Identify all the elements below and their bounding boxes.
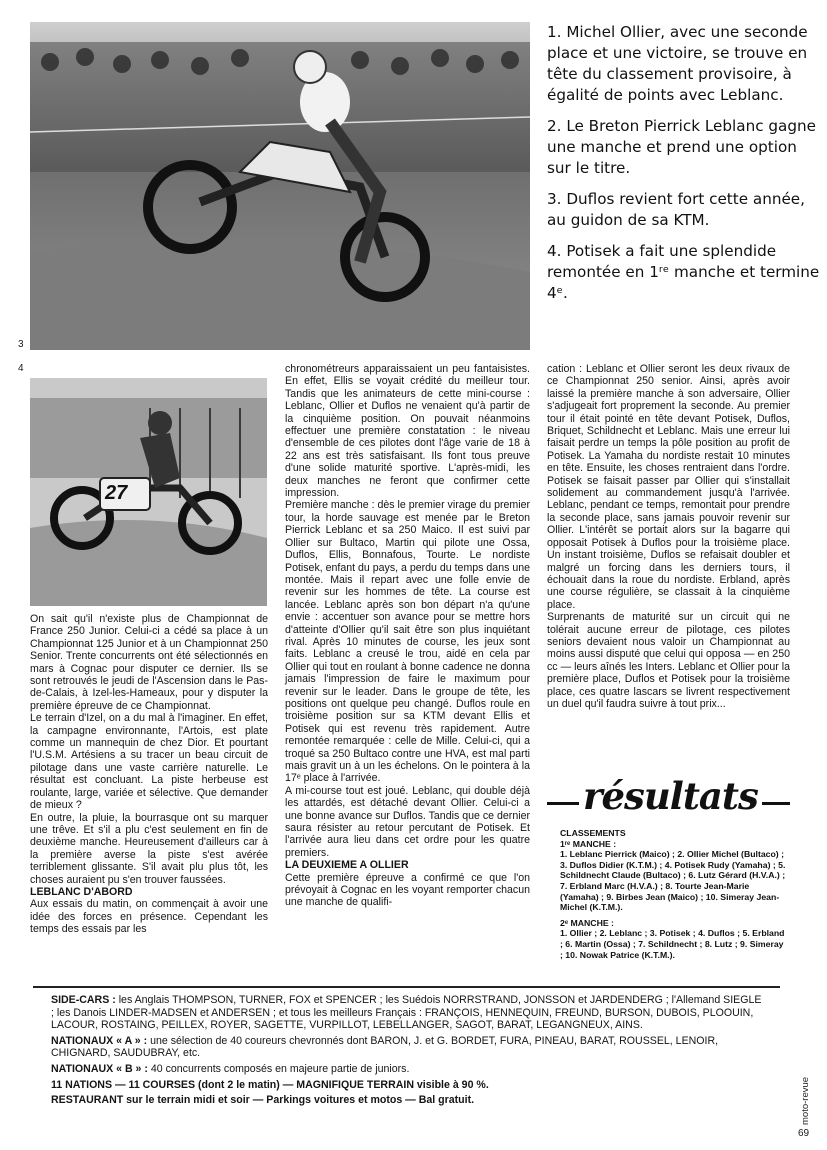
nationaux-a-text: une sélection de 40 coureurs chevronnés dont BARON, J. et G. BORDET, FURA, PINEAU, BARAT, ROUSSEL, LENOIR, CHIGNARD, SAUDUBRAY, etc. (51, 1034, 719, 1060)
results-manche1-label: 1ʳᵉ MANCHE : (560, 838, 617, 849)
photo-rider-27 (30, 378, 267, 606)
event-announcement (33, 986, 780, 1122)
nationaux-b-label: NATIONAUX « B » : (51, 1062, 148, 1075)
page-number: 69 (798, 1128, 810, 1139)
sidecars-label: SIDE-CARS : (51, 994, 116, 1006)
figure-number-top: 3 (18, 339, 24, 350)
col2-paragraph-2: Première manche : dès le premier virage du premier tour, la horde sauvage est menée par le Breton Pierrick Leblanc et sa 250 Maico. Il est suivi par Ollier sur Bultaco, Martin qui pilote une Ossa, Duflos, Ellis, Bonnafous, Tourte. Le nordiste Potisek, enfant du pays, a perdu du temps dans une montée. Mais il repart avec une folle envie de revenir sur les hommes de tête. La course est lancée. Leblanc après son bon départ n'a qu'une envie : accentuer son avance pour se mettre hors d'atteinte d'Ollier qu'il sait être son plus inquiétant rival. Après 10 minutes de course, les jeux sont faits. Leblanc a creusé le trou, aidé en cela par Ollier qui tout en roulant à bonne cadence ne donna jamais l'impression de faire le maximum pour revenir sur le leader. Dans le groupe de tête, les positions ont quelque peu changé. Duflos roule en troisième position sur sa KTM devant Ellis et Potisek qui est revenu très rapidement. Autre remontée remarquée : celle de Mille. Celui-ci, qui a troqué sa 250 Bultaco contre une HVA, est mal parti mais gravit un à un les échelons. On le pointera à la 17ᵉ place à l'arrivée. (285, 499, 530, 785)
results-section: CLASSEMENTS (560, 828, 626, 838)
photo-captions (547, 22, 822, 314)
race-number: 27 (105, 482, 128, 504)
results-title: résultats (579, 774, 762, 818)
col3-paragraph-2: Surprenants de maturité sur un circuit qui ne tolérait aucune erreur de pilotage, ces pilotes seniors devaient nous valoir un Championnat au moins aussi disputé que celui qui opposa — en 250 cc — leurs aînés les Inters. Leblanc et Ollier pour la première place, Duflos et Potisek pour la troisième place, ces quatre lascars se livrent respectivement un duel qu'il faudra suivre à tout prix... (547, 611, 790, 710)
col1-paragraph-3: En outre, la pluie, la bourrasque ont su marquer une trêve. Et s'il a plu c'est seulement en fin de deuxième manche. Heureusement d'ailleurs car à la première averse la piste s'est avérée terriblement glissante. S'il avait plu plus tôt, les choses auraient pu s'en trouver faussées. (30, 811, 268, 886)
caption-1: 1. Michel Ollier, avec une seconde place et une victoire, se trouve en tête du classement provisoire, à égalité de points avec Leblanc. (547, 23, 808, 104)
restaurant-line: RESTAURANT sur le terrain midi et soir — Parkings voitures et motos — Bal gratuit. (51, 1094, 475, 1107)
magazine-side-label: moto-revue (800, 1076, 811, 1125)
col2-paragraph-4: Cette première épreuve a confirmé ce que l'on prévoyait à Cognac en les voyant remporter chacun une manche de qualifi- (285, 871, 530, 909)
results-manche2-label: 2ᵉ MANCHE : (560, 917, 614, 928)
col2-subheading: LA DEUXIEME A OLLIER (285, 859, 409, 872)
caption-4: 4. Potisek a fait une splendide remontée en 1ʳᵉ manche et termine 4ᵉ. (547, 242, 820, 302)
nations-line: 11 NATIONS — 11 COURSES (dont 2 le matin) — MAGNIFIQUE TERRAIN visible à 90 %. (51, 1078, 489, 1091)
photo-illustration-2 (30, 378, 267, 606)
nationaux-a-line (51, 1035, 762, 1060)
col1-paragraph-2: Le terrain d'Izel, on a du mal à l'imaginer. En effet, la campagne environnante, l'Artois, est plate comme un mannequin de chez Dior. Et pourtant l'U.S.M. Artésiens a su tracer un beau circuit de pilotage dans une vaste carrière naturelle. Le résultat est concluant. La piste herbeuse est roulante, large, variée et sélective. Que demander de mieux ? (30, 712, 268, 812)
sidecars-text: les Anglais THOMPSON, TURNER, FOX et SPENCER ; les Suédois NORRSTRAND, JONSSON et JARDENDERG ; l'Allemand SIEGLE ; les Danois LINDER-MADSEN et ANDERSEN ; et tous les meilleurs Français : FRANÇOIS, HENNEQUIN, FREUND, BURSON, DUBOIS, PLOOUIN, LACOUR, ROSTAING, PEILLEX, ROYER, SAGETTE, VURPILLOT, LEBELLANGER, SAGOT, BARAT, LEGANGNEUX, AINS. (51, 994, 762, 1032)
results-manche2: 1. Ollier ; 2. Leblanc ; 3. Potisek ; 4. Duflos ; 5. Erbland ; 6. Martin (Ossa) ; 7. Schildnecht ; 8. Lutz ; 9. Simeray ; 10. Nowak Patrice (K.T.M.). (560, 928, 785, 960)
col2-paragraph-1: chronométreurs apparaissaient un peu fantaisistes. En effet, Ellis se voyait crédité du meilleur tour. Tandis que les animateurs de cette mini-course : Leblanc, Ollier et Duflos ne venaient qu'à partir de la cinquième position. On pouvait néanmoins effectuer une première constatation : le niveau d'ensemble de ces pilotes dont l'âge varie de 18 à 22 ans est très satisfaisant. Ils font tous preuve d'une solide maturité sportive. L'après-midi, les deux manches ne feront que confirmer cette impression. (285, 363, 530, 500)
sidecars-line (51, 994, 762, 1032)
results-header (547, 774, 790, 822)
photo-illustration (30, 22, 530, 350)
nationaux-b-line (51, 1063, 762, 1076)
col1-paragraph-4: Aux essais du matin, on commençait à avoir une idée des forces en présence. Cependant les temps des essais par les (30, 898, 268, 936)
col1-paragraph-1: On sait qu'il n'existe plus de Championnat de France 250 Junior. Celui-ci a cédé sa place à un Championnat 125 Junior et à un Championnat 250 Senior. Trente concurrents ont été sélectionnés en mars à Cognac pour disputer ce dernier. Ils se sont retrouvés le jeudi de l'Ascension dans le Pas-de-Calais, à Izel-les-Hameaux, pour y disputer la première épreuve de ce Championnat. (30, 613, 268, 712)
article-column-3 (547, 363, 790, 710)
col3-paragraph-1: cation : Leblanc et Ollier seront les deux rivaux de ce Championnat 250 senior. Ainsi, après avoir laissé la première manche à son adversaire, Ollier s'adjugeait fort proprement la seconde. Au premier tour il était pointé en tête devant Potisek, Duflos, Briquet, Schildnecht et Leblanc. Mais une erreur lui faisait perdre un temps la pôle position au profit de Potisek. La Yamaha du nordiste restait 10 minutes en tête. Ensuite, les choses rentraient dans l'ordre. Potisek se faisait passer par Ollier qui s'installait solidement au commandement jusqu'à l'arrivée. Leblanc, pendant ce temps, remontait pour prendre la seconde place, sans jamais pouvoir revenir sur Ollier. L'intérêt se portait alors sur la bagarre qui opposait Potisek à Duflos pour la troisième place. Un instant troisième, Duflos se refaisait doubler et malgré un forcing dans les derniers tours, il échouait dans la roue du nordiste. Erbland, après une course régulière, se classait à la cinquième place. (547, 363, 790, 611)
col1-subheading: LEBLANC D'ABORD (30, 885, 133, 898)
results-box (560, 828, 786, 960)
col2-paragraph-3: A mi-course tout est joué. Leblanc, qui double déjà les attardés, est détaché devant Ollier. Celui-ci a une bonne avance sur Duflos. Tandis que ce dernier saura résister au retour percutant de Potisek. Et l'arrivée aura lieu dans cet ordre pour les quatre premiers. (285, 784, 530, 859)
nationaux-b-text: 40 concurrents composés en majeure partie de juniors. (150, 1062, 410, 1075)
caption-2: 2. Le Breton Pierrick Leblanc gagne une manche et prend une option sur le titre. (547, 117, 816, 177)
figure-number-bottom: 4 (18, 363, 24, 374)
article-column-1 (30, 613, 268, 936)
article-column-2 (285, 363, 530, 909)
nationaux-a-label: NATIONAUX « A » : (51, 1034, 148, 1047)
photo-motocross-rider-crowd (30, 22, 530, 350)
caption-3: 3. Duflos revient fort cette année, au guidon de sa KTM. (547, 190, 805, 229)
results-manche1: 1. Leblanc Pierrick (Maico) ; 2. Ollier Michel (Bultaco) ; 3. Duflos Didier (K.T.M.) ; 4. Potisek Rudy (Yamaha) ; 5. Schildnecht Claude (Bultaco) ; 6. Lutz Gérard (H.V.A.) ; 7. Erbland Marc (H.V.A.) ; 8. Tourte Jean-Marie (Yamaha) ; 9. Birbes Jean (Maico) ; 10. Simeray Jean-Michel (K.T.M.). (560, 849, 786, 913)
